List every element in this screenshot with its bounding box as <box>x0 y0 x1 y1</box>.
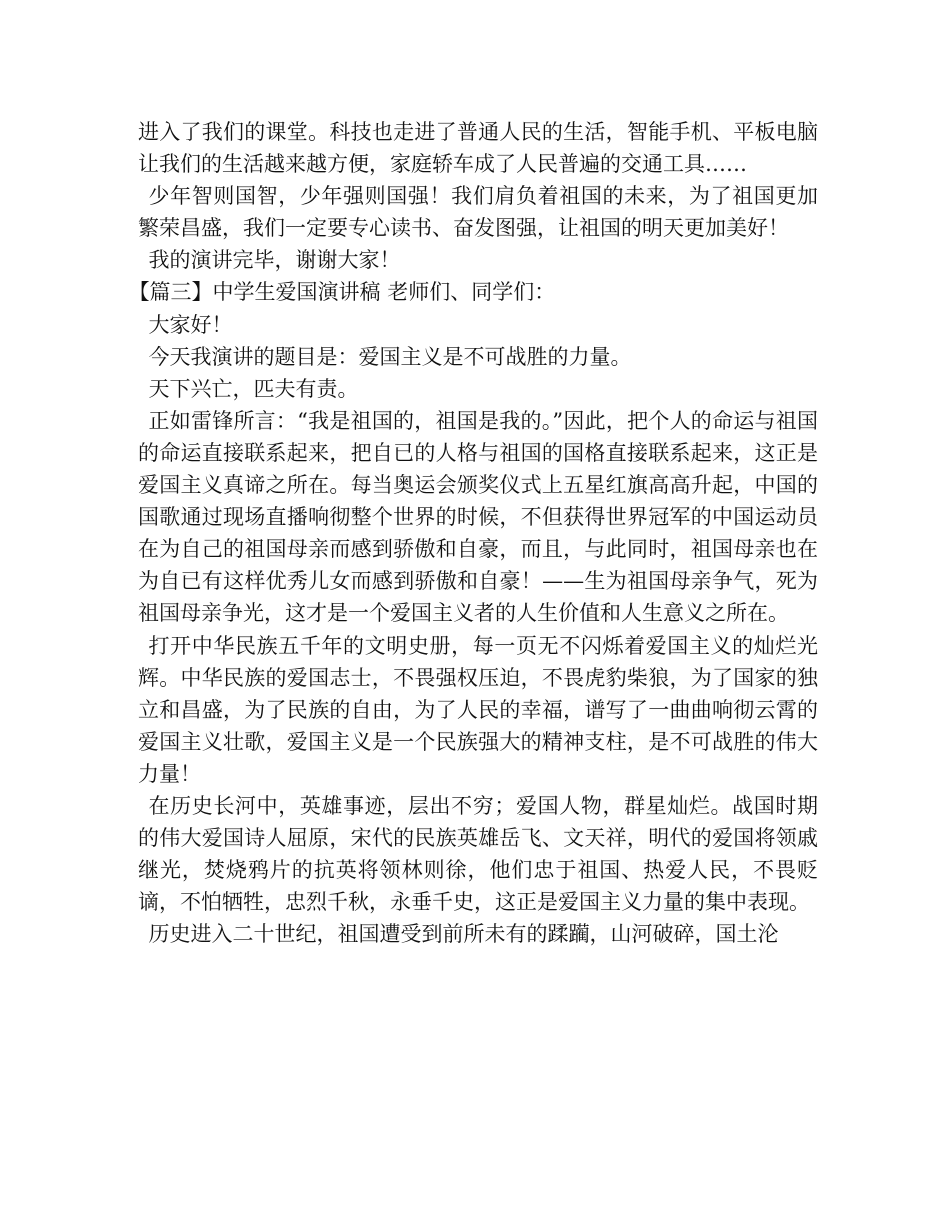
paragraph-closing: 我的演讲完毕，谢谢大家！ <box>148 248 401 273</box>
paragraph-leifeng: 正如雷锋所言：“我是祖国的，祖国是我的。”因此，把个人的命运与祖国的命运直接联系起来，把自已的人格与祖国的国格直接联系起来，这正是爱国主义真谛之所在。每当奥运会颁奖仪式上五星红旗高高升起，中国的国歌通过现场直播响彻整个世界的时候，不但获得世界冠军的中国运动员在为自己的祖国母亲而感到骄傲和自豪，而且，与此同时，祖国母亲也在为自已有这样优秀儿女而感到骄傲和自豪！——生为祖国母亲争气，死为祖国母亲争光，这才是一个爱国主义者的人生价值和人生意义之所在。 <box>138 408 818 626</box>
paragraph-youth: 少年智则国智，少年强则国强！我们肩负着祖国的未来，为了祖国更加繁荣昌盛，我们一定要专心读书、奋发图强，让祖国的明天更加美好！ <box>138 184 818 241</box>
paragraph-continuation: 进入了我们的课堂。科技也走进了普通人民的生活，智能手机、平板电脑让我们的生活越来越方便，家庭轿车成了人民普遍的交通工具…… <box>138 120 818 177</box>
section-heading: 【篇三】中学生爱国演讲稿 老师们、同学们： <box>128 280 556 305</box>
paragraph-topic: 今天我演讲的题目是：爱国主义是不可战胜的力量。 <box>148 344 632 369</box>
paragraph-history-book: 打开中华民族五千年的文明史册，每一页无不闪烁着爱国主义的灿烂光辉。中华民族的爱国志士，不畏强权压迫，不畏虎豹柴狼，为了国家的独立和昌盛，为了民族的自由，为了人民的幸福，谱写了一曲曲响彻云霄的爱国主义壮歌，爱国主义是一个民族强大的精神支柱，是不可战胜的伟大力量！ <box>138 633 818 786</box>
paragraph-twentieth-century: 历史进入二十世纪，祖国遭受到前所未有的蹂躏，山河破碎，国土沦 <box>148 922 779 947</box>
paragraph-heroes: 在历史长河中，英雄事迹，层出不穷；爱国人物，群星灿烂。战国时期的伟大爱国诗人屈原，宋代的民族英雄岳飞、文天祥，明代的爱国将领戚继光，焚烧鸦片的抗英将领林则徐，他们忠于祖国、热爱人民，不畏贬谪，不怕牺牲，忠烈千秋，永垂千史，这正是爱国主义力量的集中表现。 <box>138 793 818 915</box>
paragraph-greeting: 大家好！ <box>148 312 233 337</box>
paragraph-proverb: 天下兴亡，匹夫有责。 <box>148 376 359 401</box>
document-body <box>128 116 818 950</box>
